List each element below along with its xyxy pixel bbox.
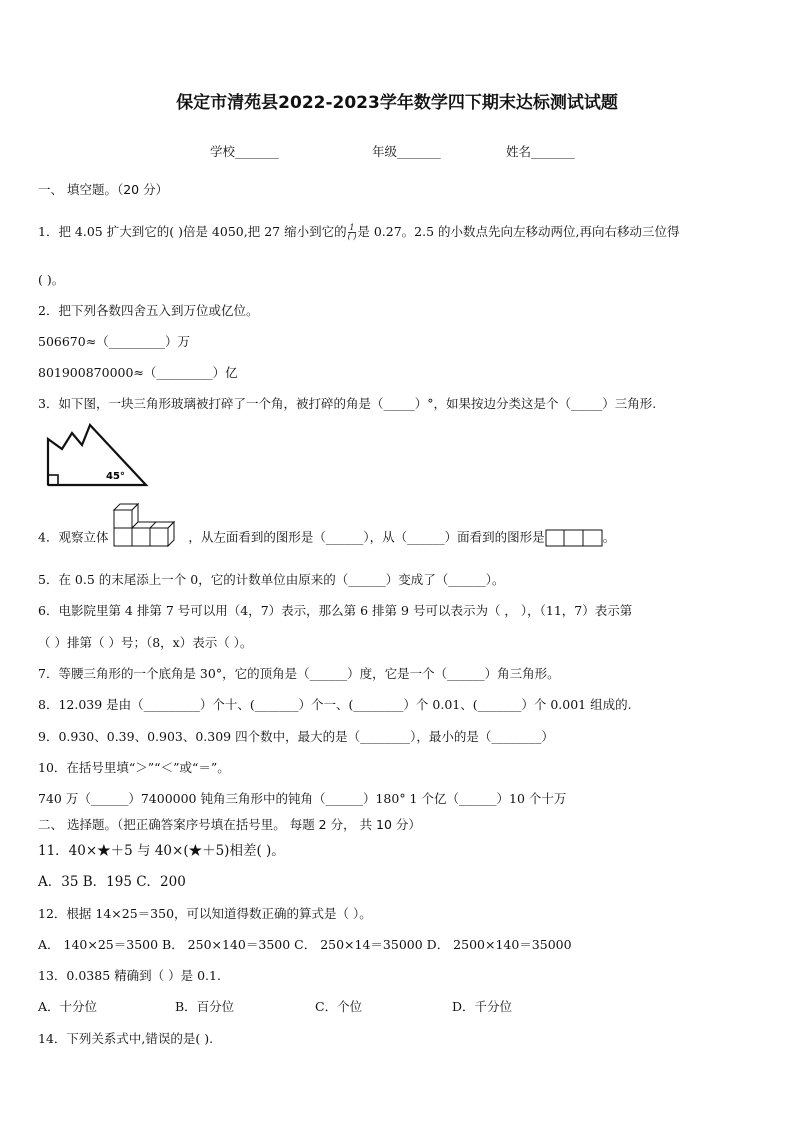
question-13-option-a: A．十分位 — [38, 999, 98, 1014]
question-10: 10．在括号里填“＞”“＜”或“＝”。 — [38, 760, 230, 775]
question-1-part-b: 是 0.27。2.5 的小数点先向左移动两位,再向右移动三位得 — [357, 224, 680, 239]
angle-label: 45° — [106, 471, 125, 482]
question-10-comparisons: 740 万（______）7400000 钝角三角形中的钝角（______）180° 1 个亿（______）10 个十万 — [38, 791, 567, 806]
grade-field: 年级_______ — [372, 144, 441, 159]
question-4-part-b: ，从左面看到的图形是（______），从（______）面看到的图形是 — [188, 529, 545, 545]
question-13-option-c: C．个位 — [315, 999, 363, 1014]
question-4-part-a: 4．观察立体 — [38, 529, 109, 545]
broken-triangle-figure — [44, 423, 150, 489]
page-title: 保定市清苑县2022-2023学年数学四下期末达标测试试题 — [176, 93, 618, 113]
question-4 — [38, 524, 764, 552]
question-13-option-d: D．千分位 — [452, 999, 513, 1014]
right-angle-mark — [48, 475, 58, 485]
three-square-view — [545, 529, 603, 547]
question-1 — [38, 223, 764, 241]
question-3: 3．如下图，一块三角形玻璃被打碎了一个角，被打碎的角是（_____）°，如果按边分类这是个（_____）三角形. — [38, 396, 657, 411]
question-2-line-2: 801900870000≈（_________）亿 — [38, 365, 238, 380]
question-13: 13．0.0385 精确到（ ）是 0.1. — [38, 968, 221, 983]
question-12: 12．根据 14×25＝350，可以知道得数正确的算式是（ ）。 — [38, 906, 372, 921]
question-6-line-2: （ ）排第（ ）号；（8，x）表示（ ）。 — [38, 635, 253, 650]
name-field: 姓名_______ — [506, 144, 575, 159]
question-1-continued: ( )。 — [38, 272, 65, 287]
question-1-part-a: 1．把 4.05 扩大到它的( )倍是 4050,把 27 缩小到它的 — [38, 224, 347, 239]
fraction: $\frac{1}{( )}$ — [347, 223, 357, 241]
question-8: 8．12.039 是由（_________）个十、(_______）个一、(________）个 0.01、(_______）个 0.001 组成的. — [38, 697, 632, 712]
cube-solid-figure — [112, 500, 184, 552]
section-fill-blank-heading: 一、 填空题。（20 分） — [38, 182, 169, 197]
question-9: 9．0.930、0.39、0.903、0.309 四个数中，最大的是（________），最小的是（________） — [38, 729, 554, 744]
section-choice-heading: 二、 选择题。（把正确答案序号填在括号里。 每题 2 分， 共 10 分） — [38, 817, 421, 832]
question-11-options: A．35 B．195 C．200 — [38, 874, 186, 890]
question-2-line-1: 506670≈（_________）万 — [38, 334, 190, 349]
question-12-options: A． 140×25＝3500 B． 250×140＝3500 C． 250×14＝35000 D． 2500×140＝35000 — [38, 937, 572, 952]
question-14: 14．下列关系式中,错误的是( ). — [38, 1031, 214, 1046]
question-5: 5．在 0.5 的末尾添上一个 0，它的计数单位由原来的（______）变成了（______）。 — [38, 572, 505, 587]
question-11: 11．40×★＋5 与 40×(★＋5)相差( )。 — [38, 843, 285, 859]
question-4-part-c: 。 — [602, 529, 616, 545]
question-7: 7．等腰三角形的一个底角是 30°，它的顶角是（______）度，它是一个（______）角三角形。 — [38, 666, 560, 681]
question-6-line-1: 6．电影院里第 4 排第 7 号可以用（4，7）表示，那么第 6 排第 9 号可以表示为（ ， ），（11，7）表示第 — [38, 603, 633, 618]
question-2: 2．把下列各数四舍五入到万位或亿位。 — [38, 303, 259, 318]
school-field: 学校_______ — [210, 144, 279, 159]
question-13-option-b: B．百分位 — [175, 999, 235, 1014]
